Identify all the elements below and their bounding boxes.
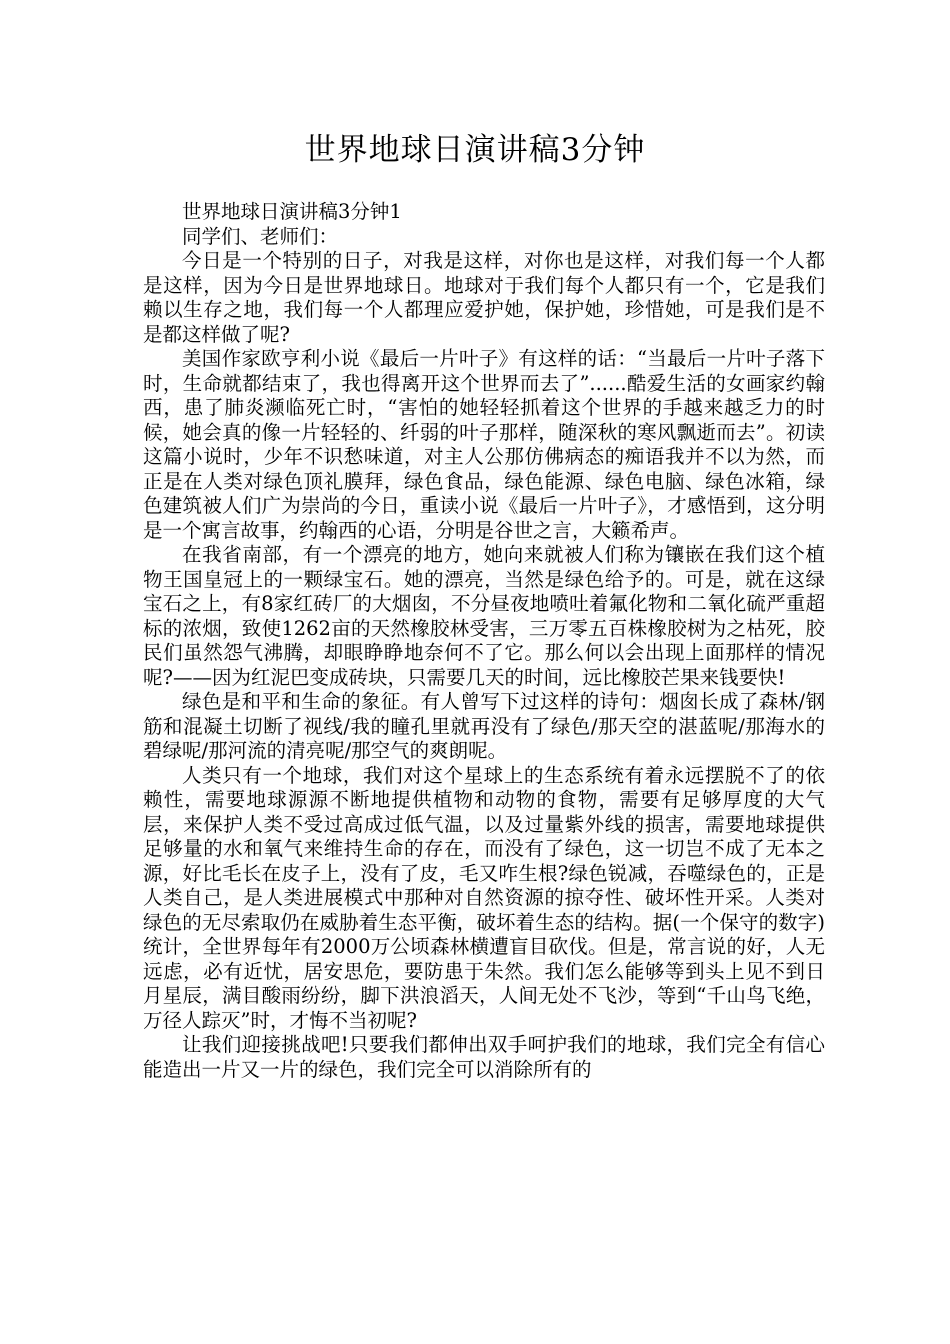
paragraph-one-earth: 人类只有一个地球，我们对这个星球上的生态系统有着永远摆脱不了的依赖性，需要地球源源不断地提供植物和动物的食物，需要有足够厚度的大气层，来保护人类不受过高成过低气温，以及过量紫外线的损害，需要地球提供足够量的水和氧气来维持生命的存在，而没有了绿色，这一切岂不成了无本之源，好比毛长在皮子上，没有了皮，毛又咋生根?绿色锐减，吞噬绿色的，正是人类自己，是人类进展模式中那种对自然资源的掠夺性、破坏性开采。人类对绿色的无尽索取仍在威胁着生态平衡，破坏着生态的结构。据(一个保守的数字)统计，全世界每年有2000万公顷森林横遭盲目砍伐。但是，常言说的好，人无远虑，必有近忧，居安思危，要防患于朱然。我们怎么能够等到头上见不到日月星辰，满目酸雨纷纷，脚下洪浪滔天，人间无处不飞沙，等到“千山鸟飞绝，万径人踪灭”时，才悔不当初呢?: [143, 763, 825, 1032]
paragraph-province: 在我省南部，有一个漂亮的地方，她向来就被人们称为镶嵌在我们这个植物王国皇冠上的一颗绿宝石。她的漂亮，当然是绿色给予的。可是，就在这绿宝石之上，有8家红砖厂的大烟囱，不分昼夜地喷吐着氟化物和二氧化硫严重超标的浓烟，致使1262亩的天然橡胶林受害，三万零五百株橡胶树为之枯死，胶民们虽然怨气沸腾，却眼睁睁地奈何不了它。那么何以会出现上面那样的情况呢?——因为红泥巴变成砖块，只需要几天的时间，远比橡胶芒果来钱要快!: [143, 543, 825, 689]
salutation: 同学们、老师们：: [182, 224, 339, 248]
document-body: [143, 200, 825, 1082]
paragraph-green-poem: 绿色是和平和生命的象征。有人曾写下过这样的诗句：烟囱长成了森林/钢筋和混凝土切断了视线/我的瞳孔里就再没有了绿色/那天空的湛蓝呢/那海水的碧绿呢/那河流的清亮呢/那空气的爽朗呢。: [143, 690, 825, 762]
document-title: 世界地球日演讲稿3分钟: [304, 132, 646, 168]
paragraph-last-leaf: 美国作家欧亨利小说《最后一片叶子》有这样的话：“当最后一片叶子落下时，生命就都结束了，我也得离开这个世界而去了”......酷爱生活的女画家约翰西，患了肺炎濒临死亡时，“害怕的她轻轻抓着这个世界的手越来越乏力的时候，她会真的像一片轻轻的、纤弱的叶子那样，随深秋的寒风飘逝而去”。初读这篇小说时，少年不识愁味道，对主人公那仿佛病态的痴语我并不以为然，而正是在人类对绿色顶礼膜拜，绿色食品，绿色能源、绿色电脑、绿色冰箱，绿色建筑被人们广为崇尚的今日，重读小说《最后一片叶子》，才感悟到，这分明是一个寓言故事，约翰西的心语，分明是谷世之言，大籁希声。: [143, 347, 825, 542]
subtitle-line: 世界地球日演讲稿3分钟1: [182, 200, 402, 223]
paragraph-intro: 今日是一个特别的日子，对我是这样，对你也是这样，对我们每一个人都是这样，因为今日是世界地球日。地球对于我们每个人都只有一个，它是我们赖以生存之地，我们每一个人都理应爱护她，保护她，珍惜她，可是我们是不是都这样做了呢?: [143, 249, 825, 346]
paragraph-challenge: 让我们迎接挑战吧!只要我们都伸出双手呵护我们的地球，我们完全有信心能造出一片又一片的绿色，我们完全可以消除所有的: [143, 1033, 825, 1081]
